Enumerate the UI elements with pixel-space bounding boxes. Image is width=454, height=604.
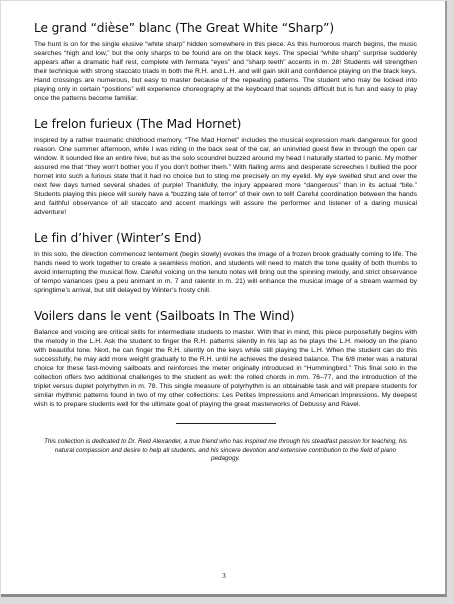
section-title: Le frelon furieux (The Mad Hornet)	[34, 117, 242, 131]
section-body: The hunt is on for the single elusive “white sharp” hidden somewhere in this piece. As this humorous march begins, the music searches “high and low,” but the only sharps to be found are on the black keys. The special “white sharp” surprise suddenly appears after a dramatic half rest, complete with fermata “eyes” and “sharp teeth” accents in m. 28! Students will strengthen their technique with strong staccato triads in both the R.H. and L.H. and will gain skill and confidence playing on the black keys. Hand crossings are numerous, but easy to master because of the repeating patterns. The student who may be locked into playing only in certain “positions” will experience choreography at the keyboard that sounds difficult but is fun and easy to play once the patterns become familiar.	[34, 41, 417, 102]
section-title: Voilers dans le vent (Sailboats In The Wind)	[34, 309, 295, 323]
page-content	[34, 21, 417, 464]
section-sailboats	[34, 309, 417, 409]
document-page	[1, 1, 447, 597]
section-body: Inspired by a rather traumatic childhood memory, “The Mad Hornet” includes the musical expression mark dangereux for good reason. One summer afternoon, while I was riding in the back seat of the car, an uninvited guest flew in through the open car window. It sounded like an entire hive, but as the solo scoundrel buzzed around my head I naturally started to panic. My mother assured me that “they won’t bother you if you don’t bother them.” With flailing arms and desperate screeches I bullied the poor hornet into such a furious state that it had no choice but to sting me precisely on my eyelid. My eye swelled shut and over the next few days turned several shades of purple! Thankfully, the injury appeared more “dangerous” than in its actual “bite.” Students playing this piece will surely have a “buzzing tale of terror” of their own to tell! Careful coordination between the hands and faithful observance of all staccato and accent markings will assure the performer and listener of a daring musical adventure!	[34, 137, 417, 216]
page-number: 3	[222, 572, 226, 580]
section-body: In this solo, the direction commencez lentement (begin slowly) evokes the image of a frozen brook gradually coming to life. The hands need to work together to create a seamless motion, and students will need to match the tone quality of both thumbs to avoid interrupting the musical flow. Careful voicing on the tenuto notes will bring out the spinning melody, and strict observance of tempo variances (peu a peu animant in m. 7 and ralentir in m. 21) will enhance the musical image of a stream warmed by springtime’s arrival, but still delayed by Winter’s frosty chill.	[34, 251, 417, 294]
section-mad-hornet	[34, 117, 417, 217]
section-title: Le fin d’hiver (Winter’s End)	[34, 231, 202, 245]
section-great-white-sharp	[34, 21, 417, 103]
section-title: Le grand “dièse” blanc (The Great White “Sharp”)	[34, 21, 335, 35]
section-body: Balance and voicing are critical skills for intermediate students to master. With that in mind, this piece purposefully begins with the melody in the L.H. Ask the student to finger the R.H. patterns silently in his lap as he plays the L.H. melody on the piano with beautiful tone. Next, he can finger the R.H. silently on the keys while still playing the L.H. When the student can do this successfully, he may add more weight gradually to the R.H. until he achieves the desired balance. The 6/8 meter was a natural choice for these fast-moving sailboats and reinforces the meter originally introduced in “Hummingbird.” This final solo in the collection offers two additional challenges to the student as well: the rolled chords in mm. 76–77, and the introduction of the triplet versus duplet polyrhythm in m. 78. This single measure of polyrhythm is an obtainable task and will prepare students for similar rhythmic patterns found in two of my other collections: Les Petites Impressions and American Impressions. My deepest wish is to prepare students well for the ultimate goal of playing the great masterworks of Debussy and Ravel.	[34, 329, 417, 408]
divider-rule	[176, 423, 276, 424]
dedication-text: This collection is dedicated to Dr. Reid Alexander, a true friend who has inspired me through his steadfast passion for teaching, his natural compassion and desire to help all students, and his sincere devotion and extensive contribution to the field of piano pedagogy.	[44, 438, 407, 463]
section-winters-end	[34, 231, 417, 295]
